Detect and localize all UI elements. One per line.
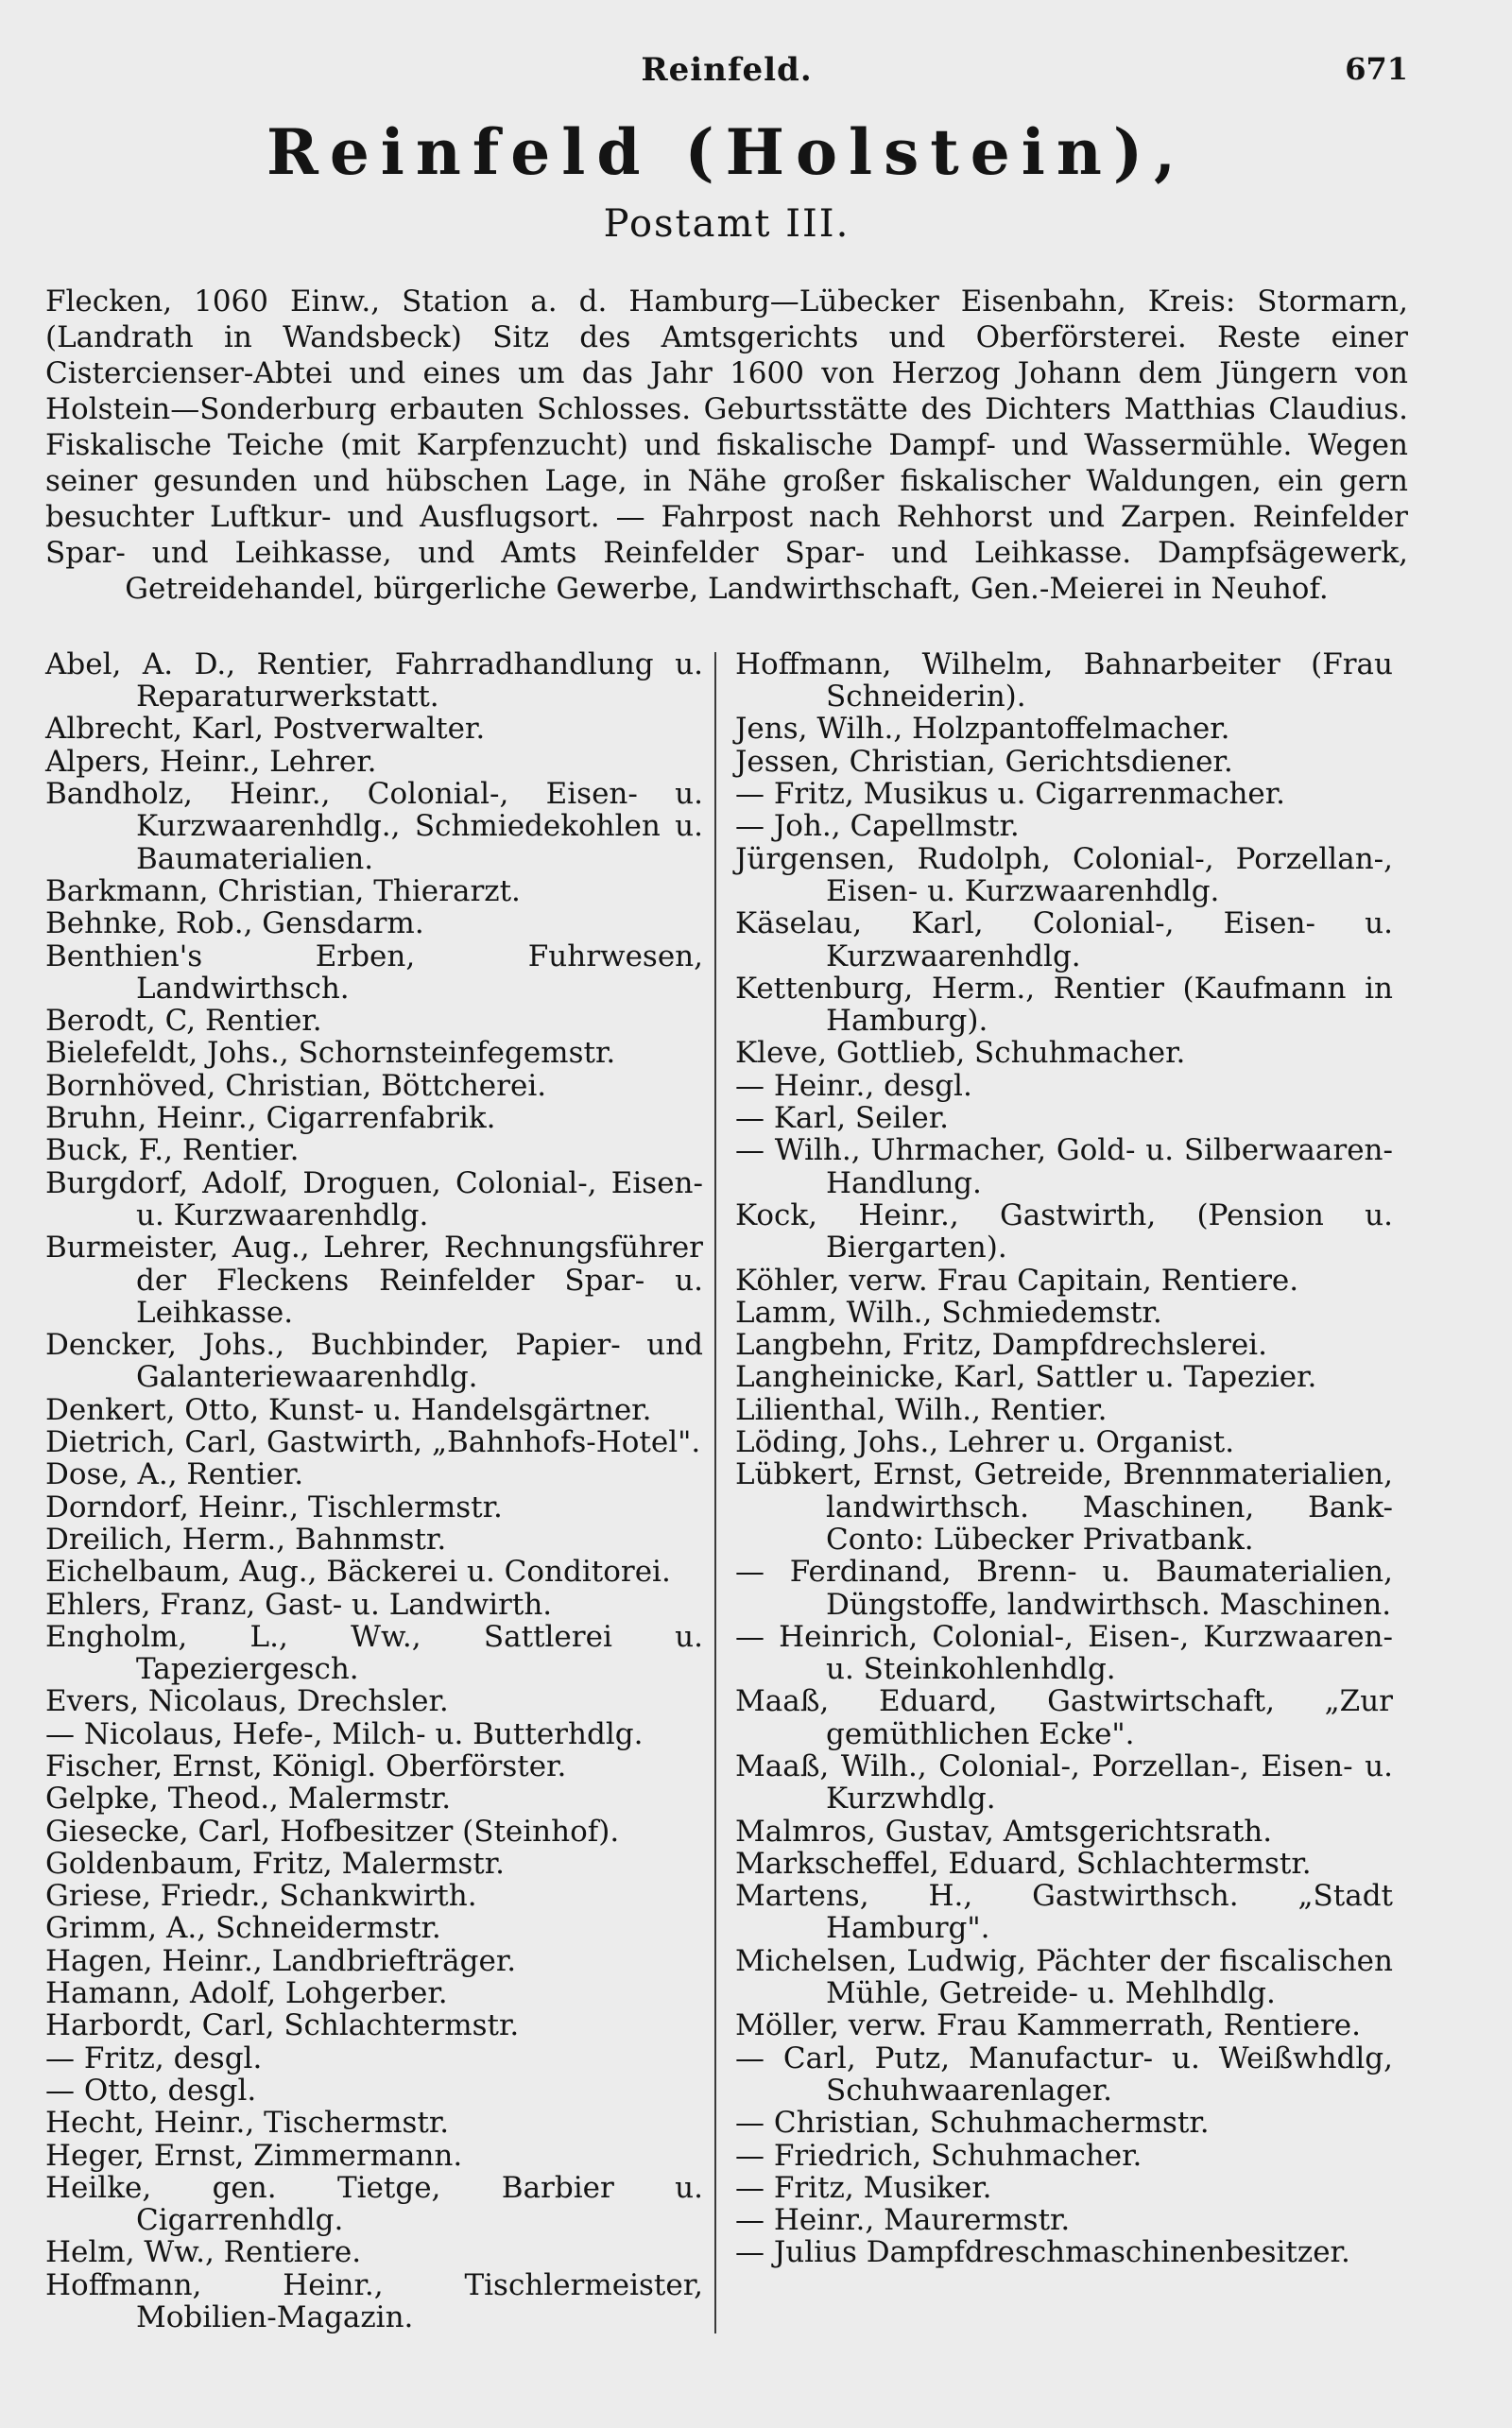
- directory-entry: Lübkert, Ernst, Getreide, Brennmaterialien, landwirthsch. Maschinen, Bank-Conto: Lübecker Privatbank.: [735, 1457, 1393, 1557]
- directory-entry: Jürgensen, Rudolph, Colonial-, Porzellan-, Eisen- u. Kurzwaarenhdlg.: [735, 841, 1393, 908]
- directory-entry: Barkmann, Christian, Thierarzt.: [45, 873, 521, 908]
- directory-entry: Kettenburg, Herm., Rentier (Kaufmann in Hamburg).: [735, 971, 1393, 1039]
- directory-entry: Bielefeldt, Johs., Schornsteinfegemstr.: [45, 1036, 616, 1071]
- directory-columns: [45, 648, 1408, 2333]
- directory-entry: Dorndorf, Heinr., Tischlermstr.: [45, 1490, 503, 1524]
- directory-entry: Langheinicke, Karl, Sattler u. Tapezier.: [735, 1360, 1317, 1395]
- intro-paragraph: Flecken, 1060 Einw., Station a. d. Hamburg—Lübecker Eisenbahn, Kreis: Stormarn, (Landrath in Wandsbeck) Sitz des Amtsgerichts und Oberförsterei. Reste einer Cistercienser-Abtei und eines um das Jahr 1600 von Herzog Johann dem Jüngern von Holstein—Sonderburg erbauten Schlosses. Geburtsstätte des Dichters Matthias Claudius. Fiskalische Teiche (mit Karpfenzucht) und fiskalische Dampf- und Wassermühle. Wegen seiner gesunden und hübschen Lage, in Nähe großer fiskalischer Waldungen, ein gern besuchter Luftkur- und Ausflugsort. — Fahrpost nach Rehhorst und Zarpen. Reinfelder Spar- und Leihkasse, und Amts Reinfelder Spar- und Leihkasse. Dampfsägewerk, Getreidehandel, bürgerliche Gewerbe, Landwirthschaft, Gen.-Meierei in Neuhof.: [45, 284, 1408, 606]
- directory-entry: Malmros, Gustav, Amtsgerichtsrath.: [735, 1814, 1273, 1849]
- directory-entry: Dietrich, Carl, Gastwirth, „Bahnhofs-Hotel".: [45, 1425, 701, 1460]
- directory-entry: Lilienthal, Wilh., Rentier.: [735, 1392, 1108, 1427]
- directory-entry: Berodt, C, Rentier.: [45, 1004, 322, 1039]
- directory-entry: — Karl, Seiler.: [735, 1101, 949, 1136]
- directory-entry: Burgdorf, Adolf, Droguen, Colonial-, Eisen- u. Kurzwaarenhdlg.: [45, 1165, 703, 1232]
- directory-entry: Goldenbaum, Fritz, Malermstr.: [45, 1846, 505, 1881]
- directory-entry: — Fritz, desgl.: [45, 2041, 263, 2075]
- directory-entry: Evers, Nicolaus, Drechsler.: [45, 1684, 449, 1719]
- directory-entry: Kock, Heinr., Gastwirth, (Pension u. Biergarten).: [735, 1197, 1393, 1266]
- directory-entry: Jens, Wilh., Holzpantoffelmacher.: [735, 712, 1230, 747]
- directory-entry: Martens, H., Gastwirthsch. „Stadt Hamburg".: [735, 1879, 1393, 1946]
- directory-entry: Abel, A. D., Rentier, Fahrradhandlung u. Reparaturwerkstatt.: [45, 646, 703, 715]
- directory-entry: — Fritz, Musiker.: [735, 2170, 992, 2205]
- directory-entry: Bruhn, Heinr., Cigarrenfabrik.: [45, 1101, 496, 1136]
- directory-entry: Eichelbaum, Aug., Bäckerei u. Conditorei.: [45, 1555, 671, 1590]
- directory-entry: Bornhöved, Christian, Böttcherei.: [45, 1068, 547, 1103]
- directory-entry: Hagen, Heinr., Landbriefträger.: [45, 1943, 517, 1978]
- running-head: [45, 51, 1408, 108]
- directory-entry: Benthien's Erben, Fuhrwesen, Landwirthsch.: [45, 938, 703, 1006]
- directory-entry: Behnke, Rob., Gensdarm.: [45, 906, 424, 941]
- directory-entry: — Nicolaus, Hefe-, Milch- u. Butterhdlg.: [45, 1716, 644, 1751]
- directory-entry: Gelpke, Theod., Malermstr.: [45, 1782, 452, 1817]
- directory-entry: Kleve, Gottlieb, Schuhmacher.: [735, 1036, 1186, 1071]
- directory-entry: Markscheffel, Eduard, Schlachtermstr.: [735, 1846, 1312, 1881]
- right-column: [716, 648, 1393, 2333]
- directory-entry: Maaß, Wilh., Colonial-, Porzellan-, Eisen- u. Kurzwhdlg.: [735, 1748, 1393, 1817]
- running-title: Reinfeld.: [641, 51, 813, 89]
- directory-entry: — Otto, desgl.: [45, 2073, 257, 2108]
- directory-entry: Giesecke, Carl, Hofbesitzer (Steinhof).: [45, 1814, 620, 1849]
- directory-entry: Bandholz, Heinr., Colonial-, Eisen- u. Kurzwaarenhdlg., Schmiedekohlen u. Baumaterialien.: [45, 777, 703, 876]
- page-number: 671: [1345, 51, 1408, 87]
- directory-entry: — Carl, Putz, Manufactur- u. Weißwhdlg, Schuhwaarenlager.: [735, 2041, 1393, 2108]
- directory-entry: Köhler, verw. Frau Capitain, Rentiere.: [735, 1263, 1299, 1298]
- directory-entry: — Friedrich, Schuhmacher.: [735, 2138, 1143, 2173]
- directory-entry: Denkert, Otto, Kunst- u. Handelsgärtner.: [45, 1392, 652, 1427]
- directory-entry: Buck, F., Rentier.: [45, 1133, 300, 1168]
- directory-entry: Harbordt, Carl, Schlachtermstr.: [45, 2008, 520, 2043]
- directory-entry: Hamann, Adolf, Lohgerber.: [45, 1976, 448, 2011]
- directory-entry: Engholm, L., Ww., Sattlerei u. Tapeziergesch.: [45, 1619, 703, 1687]
- directory-entry: Helm, Ww., Rentiere.: [45, 2235, 362, 2270]
- directory-entry: Maaß, Eduard, Gastwirtschaft, „Zur gemüthlichen Ecke".: [735, 1684, 1393, 1751]
- directory-entry: Jessen, Christian, Gerichtsdiener.: [735, 744, 1233, 779]
- directory-entry: Dreilich, Herm., Bahnmstr.: [45, 1522, 447, 1557]
- directory-entry: Hecht, Heinr., Tischermstr.: [45, 2106, 450, 2141]
- directory-entry: Michelsen, Ludwig, Pächter der fiscalischen Mühle, Getreide- u. Mehlhdlg.: [735, 1943, 1393, 2011]
- page-subtitle: Postamt III.: [603, 201, 850, 246]
- directory-entry: Grimm, A., Schneidermstr.: [45, 1911, 441, 1946]
- directory-entry: — Julius Dampfdreschmaschinenbesitzer.: [735, 2235, 1350, 2270]
- directory-entry: Fischer, Ernst, Königl. Oberförster.: [45, 1748, 567, 1783]
- directory-entry: Dencker, Johs., Buchbinder, Papier- und Galanteriewaarenhdlg.: [45, 1328, 703, 1395]
- page-title: Reinfeld (Holstein),: [266, 115, 1188, 189]
- directory-entry: — Heinr., Maurermstr.: [735, 2203, 1071, 2238]
- directory-entry: Albrecht, Karl, Postverwalter.: [45, 712, 486, 747]
- directory-entry: — Heinrich, Colonial-, Eisen-, Kurzwaaren- u. Steinkohlenhdlg.: [735, 1619, 1393, 1687]
- directory-entry: Ehlers, Franz, Gast- u. Landwirth.: [45, 1587, 553, 1622]
- directory-entry: Langbehn, Fritz, Dampfdrechslerei.: [735, 1328, 1267, 1363]
- directory-entry: Lamm, Wilh., Schmiedemstr.: [735, 1295, 1162, 1330]
- directory-entry: Heilke, gen. Tietge, Barbier u. Cigarrenhdlg.: [45, 2170, 703, 2238]
- directory-entry: Hoffmann, Heinr., Tischlermeister, Mobilien-Magazin.: [45, 2267, 703, 2335]
- directory-entry: — Wilh., Uhrmacher, Gold- u. Silberwaaren-Handlung.: [735, 1133, 1393, 1200]
- directory-entry: — Christian, Schuhmachermstr.: [735, 2106, 1210, 2141]
- directory-entry: Hoffmann, Wilhelm, Bahnarbeiter (Frau Schneiderin).: [735, 646, 1393, 715]
- directory-entry: Heger, Ernst, Zimmermann.: [45, 2138, 463, 2173]
- directory-entry: Dose, A., Rentier.: [45, 1457, 304, 1492]
- directory-entry: Griese, Friedr., Schankwirth.: [45, 1879, 477, 1914]
- left-column: [45, 648, 714, 2333]
- directory-entry: — Ferdinand, Brenn- u. Baumaterialien, Düngstoffe, landwirthsch. Maschinen.: [735, 1555, 1393, 1622]
- directory-entry: — Fritz, Musikus u. Cigarrenmacher.: [735, 777, 1286, 812]
- directory-entry: Alpers, Heinr., Lehrer.: [45, 744, 377, 779]
- directory-entry: — Heinr., desgl.: [735, 1068, 972, 1103]
- directory-entry: Käselau, Karl, Colonial-, Eisen- u. Kurzwaarenhdlg.: [735, 906, 1393, 973]
- directory-entry: — Joh., Capellmstr.: [735, 809, 1020, 844]
- directory-entry: Möller, verw. Frau Kammerrath, Rentiere.: [735, 2008, 1361, 2043]
- directory-entry: Löding, Johs., Lehrer u. Organist.: [735, 1425, 1235, 1460]
- directory-entry: Burmeister, Aug., Lehrer, Rechnungsführer der Fleckens Reinfelder Spar- u. Leihkasse.: [45, 1231, 703, 1330]
